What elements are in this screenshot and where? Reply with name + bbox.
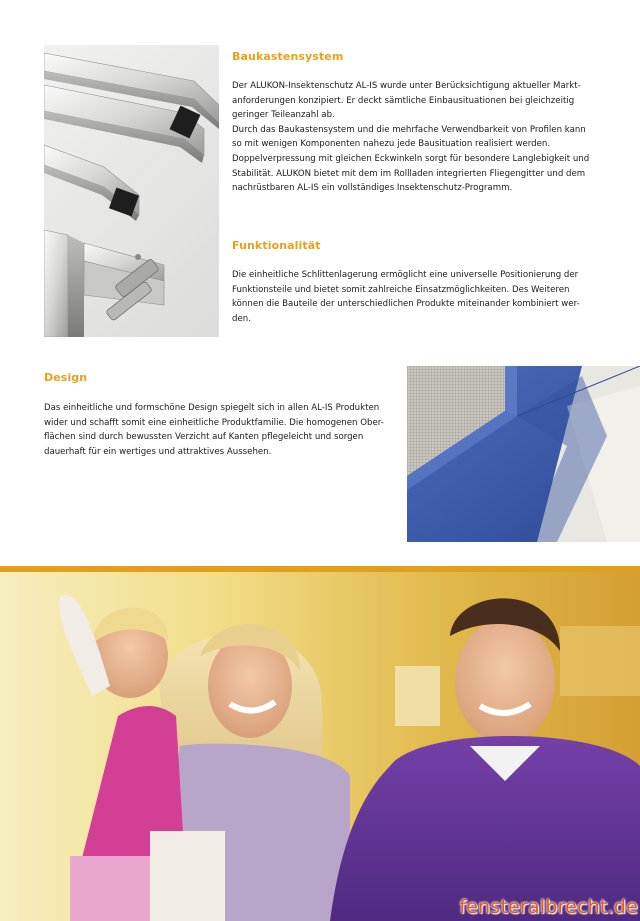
design-heading: Design [44,371,88,384]
design-line: wider und schafft somit eine einheitliche Produktfamilie. Die homogenen Ober- [44,417,384,428]
baukastensystem-line: so mit wenigen Komponenten nahezu jede Bausituation realisiert werden. [232,139,551,150]
baukastensystem-line: anforderungen konzipiert. Er deckt sämtliche Einbausituationen bei gleichzeitig [232,95,575,106]
family-photo [0,566,640,921]
funktionalitaet-heading: Funktionalität [232,239,321,252]
funktionalitaet-line: Funktionsteile und bietet somit zahlreiche Einsatzmöglichkeiten. Des Weiteren [232,284,570,295]
insect-screen-frame-photo [407,366,640,542]
baukastensystem-text [232,79,634,196]
design-line: flächen sind durch bewussten Verzicht auf Kanten pflegeleicht und sorgen [44,432,364,443]
baukastensystem-line: Doppelverpressung mit gleichen Eckwinkeln sorgt für besondere Langlebigkeit und [232,153,590,164]
funktionalitaet-line: Die einheitliche Schlittenlagerung ermöglicht eine universelle Positionierung der [232,270,579,280]
funktionalitaet-line: können die Bauteile der unterschiedlichen Produkte miteinander kombiniert wer- [232,299,580,310]
baukastensystem-heading: Baukastensystem [232,50,344,63]
baukastensystem-line: Stabilität. ALUKON bietet mit dem im Rollladen integrierten Fliegengitter und dem [232,168,586,179]
funktionalitaet-line: den. [232,313,251,324]
baukastensystem-line: nachrüstbaren AL-IS ein vollständiges Insektenschutz-Programm. [232,183,513,194]
baukastensystem-line: Durch das Baukastensystem und die mehrfache Verwendbarkeit von Profilen kann [232,124,586,135]
funktionalitaet-text [232,268,634,326]
aluminium-profiles-illustration [44,45,219,337]
family-illustration [0,566,640,921]
design-line: dauerhaft für ein wertiges und attraktives Aussehen. [44,446,272,457]
watermark-text: fensteralbrecht.de [459,896,638,918]
baukastensystem-line: geringer Teileanzahl ab. [232,110,335,121]
design-text [44,401,399,459]
insect-screen-frame-illustration [407,366,640,542]
design-line: Das einheitliche und formschöne Design spiegelt sich in allen AL-IS Produkten [44,403,380,413]
baukastensystem-line: Der ALUKON-Insektenschutz AL-IS wurde unter Berücksichtigung aktueller Markt- [232,81,581,91]
aluminium-profiles-photo [44,45,219,337]
